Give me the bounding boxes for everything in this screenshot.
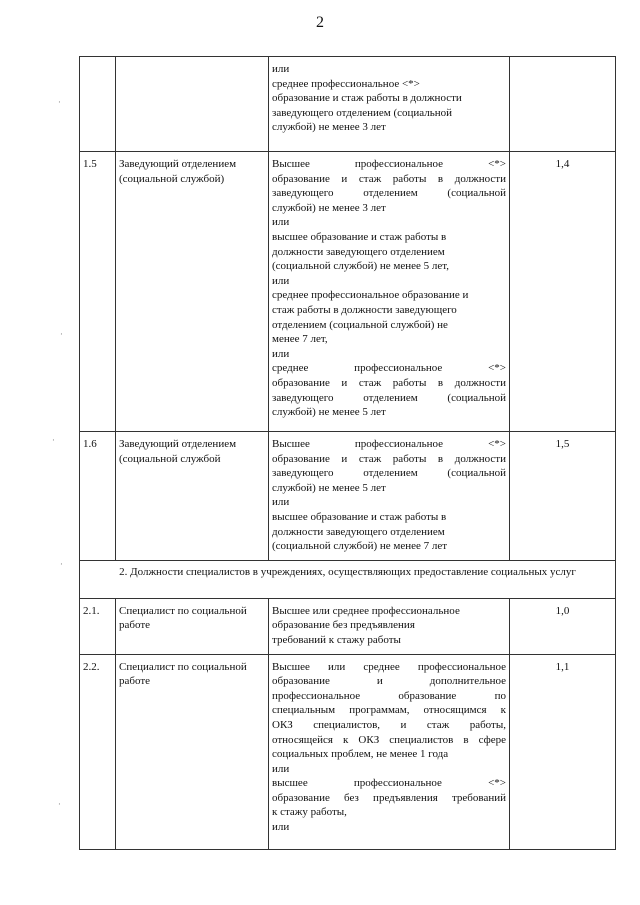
table-row [80,432,616,561]
coefficient: 1,1 [510,654,616,849]
requirement-line: или [272,821,290,834]
requirement-line: социальных проблем, не менее 1 года [272,748,449,761]
position-title: Заведующий отделением (социальной службой [116,432,269,561]
requirement-line: отделением (социальной службой) не [272,318,448,331]
requirement-line: образование без предъявления [272,619,415,632]
requirement-line: Высшее профессиональное <*> [272,438,506,450]
position-title [116,57,269,152]
requirement-line: высшее образование и стаж работы в [272,510,447,523]
coefficient: 1,0 [510,598,616,654]
requirement-line: образование и стаж работы в должности [272,452,506,465]
requirement-line: (социальной службой) не менее 5 лет, [272,260,450,273]
requirement-line: или [272,216,290,229]
requirement-line: менее 7 лет, [272,333,328,346]
requirement-line: или [272,762,290,775]
requirement-line: профессиональное образование по [272,689,506,702]
qualification-requirements [269,598,510,654]
requirement-line: среднее профессиональное <*> [272,77,420,90]
position-title: Специалист по социальной работе [116,654,269,849]
requirement-line: или [272,496,290,509]
requirement-line: службой) не менее 5 лет [272,481,386,494]
position-title: Заведующий отделением (социальной службой) [116,152,269,432]
row-number: 1.6 [80,432,116,561]
requirement-line: образование и дополнительное [272,675,506,688]
requirement-line: высшее профессиональное <*> [272,777,506,790]
requirement-line: Высшее или среднее профессиональное [272,604,460,617]
qualification-requirements [269,57,510,152]
coefficient: 1,5 [510,432,616,561]
qualification-requirements [269,432,510,561]
requirement-line: заведующего отделением (социальной [272,467,506,480]
requirement-line: должности заведующего отделением [272,245,445,258]
requirement-line: или [272,347,290,360]
requirement-line: заведующего отделением (социальной [272,391,506,404]
requirement-line: к стажу работы, [272,806,347,819]
page-number: 2 [316,14,324,31]
requirement-line: ОКЗ специалистов, и стаж работы, [272,718,506,731]
requirement-line: образование и стаж работы в должности [272,92,462,105]
requirement-line: службой) не менее 3 лет [272,121,386,134]
requirement-line: среднее профессиональное образование и [272,289,469,302]
requirement-line: заведующего отделением (социальной [272,106,453,119]
row-number: 1.5 [80,152,116,432]
row-number: 2.1. [80,598,116,654]
requirement-line: образование без предъявления требований [272,791,506,804]
requirement-line: или [272,63,290,75]
qualification-requirements [269,654,510,849]
section-heading: 2. Должности специалистов в учреждениях, осуществляющих предоставление социальных услуг [80,560,616,598]
requirement-line: Высшее профессиональное <*> [272,158,506,170]
requirement-line: требований к стажу работы [272,633,401,646]
table-row [80,598,616,654]
table-row [80,57,616,152]
row-number [80,57,116,152]
requirement-line: высшее образование и стаж работы в [272,230,447,243]
requirement-line: или [272,274,290,287]
qualification-table [79,56,616,850]
scan-mark: · [58,98,61,108]
requirement-line: стаж работы в должности заведующего [272,303,457,316]
requirement-line: среднее профессиональное <*> [272,362,506,375]
coefficient: 1,4 [510,152,616,432]
position-title: Специалист по социальной работе [116,598,269,654]
scan-mark: · [60,560,63,570]
requirement-line: относящейся к ОКЗ специалистов в сфере [272,733,506,746]
section-row [80,560,616,598]
requirement-line: службой) не менее 5 лет [272,406,386,419]
scan-mark: · [52,436,55,446]
qualification-requirements [269,152,510,432]
requirement-line: Высшее или среднее профессиональное [272,660,506,673]
row-number: 2.2. [80,654,116,849]
requirement-line: образование и стаж работы в должности [272,376,506,389]
table-row [80,654,616,849]
coefficient [510,57,616,152]
requirement-line: должности заведующего отделением [272,525,445,538]
requirement-line: (социальной службой) не менее 7 лет [272,540,448,553]
requirement-line: специальным программам, относящимся к [272,704,506,717]
requirement-line: заведующего отделением (социальной [272,187,506,200]
scan-mark: · [60,330,63,340]
requirement-line: службой) не менее 3 лет [272,201,386,214]
table-row [80,152,616,432]
requirement-line: образование и стаж работы в должности [272,172,506,185]
scan-mark: · [58,800,61,810]
